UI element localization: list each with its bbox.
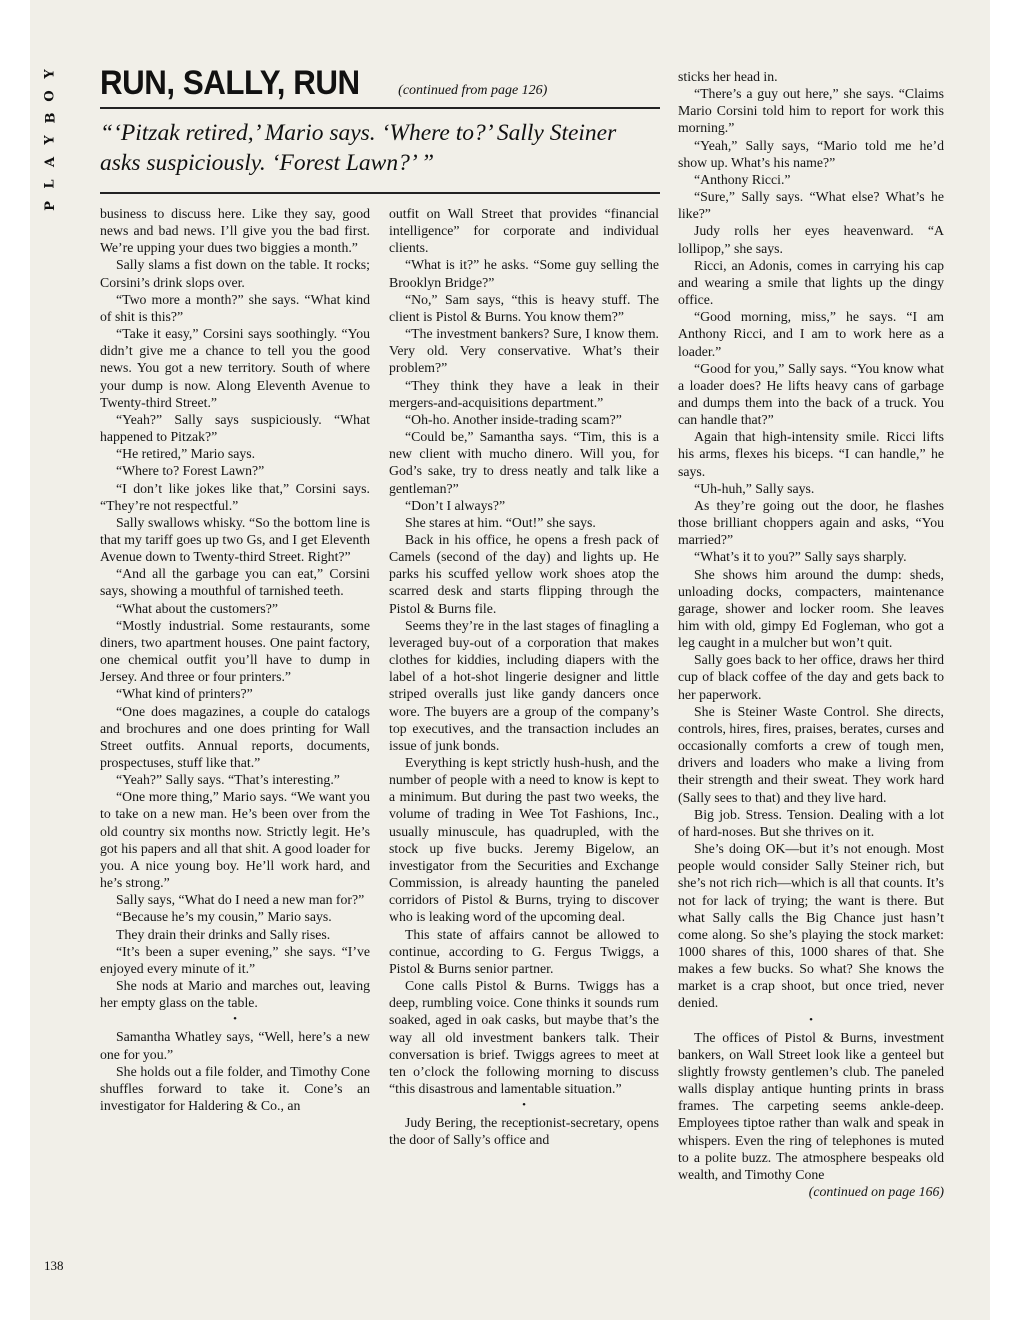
paragraph: “I don’t like jokes like that,” Corsini says. “They’re not respectful.”	[100, 480, 370, 513]
magazine-name-vertical	[42, 66, 62, 214]
paragraph: Big job. Stress. Tension. Dealing with a lot of hard-noses. But she thrives on it.	[678, 806, 944, 839]
paragraph: Again that high-intensity smile. Ricci lifts his arms, flexes his biceps. “I can handle,” he says.	[678, 429, 944, 479]
paragraph: Everything is kept strictly hush-hush, and the number of people with a need to know is kept to a minimum. But during the past two weeks, the volume of trading in Wee Tot Fashions, Inc., usually minuscule, has quadrupled, with the stock up five bucks. Jeremy Bigelow, an investigator from the Securities and Exchange Commission, is already haunting the paneled corridors of Pistol & Burns, trying to discover who is leaking word of the upcoming deal.	[389, 755, 659, 925]
paragraph: She is Steiner Waste Control. She directs, controls, hires, fires, praises, berates, curses and occasionally comforts a crew of tough men, drivers and loaders who make a living from their strength and their sweat. They work hard (Sally sees to that) and they live hard.	[678, 703, 944, 805]
paragraph: The offices of Pistol & Burns, investment bankers, on Wall Street look like a genteel but slightly frowsty gentlemen’s club. The paneled walls display antique hunting prints in brass frames. The carpeting seems ankle-deep. Employees tiptoe rather than walk and speak in whispers. Even the ring of telephones is muted to a polite buzz. The atmosphere bespeaks old wealth, and Timothy Cone	[678, 1029, 944, 1182]
paragraph: Seems they’re in the last stages of finagling a leveraged buy-out of a corporation that makes clothes for kiddies, including diapers with the label of a hot-shot lingerie designer and little striped overalls just like gandy dancers once wore. The buyers are a group of the company’s top executives, and the transaction includes an issue of junk bonds.	[389, 617, 659, 753]
paragraph: “One does magazines, a couple do catalogs and brochures and one does printing for Wall Street outfits. Annual reports, documents, prospectuses, stuff like that.”	[100, 703, 370, 770]
paragraph: Judy rolls her eyes heavenward. “A lollipop,” she says.	[678, 223, 944, 256]
article-header	[100, 64, 660, 109]
paragraph: “One more thing,” Mario says. “We want you to take on a new man. He’s been over from the old country six months now. Strictly legit. He’s got his papers and all that shit. A good loader for you. A nice young boy. He’ll work hard, and he’s strong.”	[100, 789, 370, 891]
paragraph: Sally slams a fist down on the table. It rocks; Corsini’s drink slops over.	[100, 257, 370, 290]
sidebar-letter: O	[42, 90, 58, 102]
paragraph: “What is it?” he asks. “Some guy selling the Brooklyn Bridge?”	[389, 257, 659, 290]
paragraph: Ricci, an Adonis, comes in carrying his cap and wearing a smile that lights up the dingy office.	[678, 257, 944, 308]
paragraph: “Yeah?” Sally says suspiciously. “What happened to Pitzak?”	[100, 411, 370, 445]
paragraph: “Yeah,” Sally says, “Mario told me he’d show up. What’s his name?”	[678, 137, 944, 170]
paragraph: She shows him around the dump: sheds, unloading docks, compacters, maintenance garage, shower and locker room. She leaves him with old, gimpy Ed Fogleman, who got a leg caught in a mulcher but won’t quit.	[678, 566, 944, 651]
paragraph: Cone calls Pistol & Burns. Twiggs has a deep, rumbling voice. Cone thinks it sounds rum soaked, aged in oak casks, but maybe that’s the way all old investment bankers talk. Their conversation is brief. Twiggs agrees to meet at ten o’clock the following morning to discuss “this disastrous and lamentable situation.”	[389, 978, 659, 1096]
paragraph: She stares at him. “Out!” she says.	[405, 514, 596, 530]
continued-on-note: (continued on page 166)	[808, 1184, 944, 1199]
paragraph: “No,” Sam says, “this is heavy stuff. The client is Pistol & Burns. You know them?”	[389, 291, 659, 324]
paragraph: Back in his office, he opens a fresh pack of Camels (second of the day) and lights up. He parks his scuffed yellow work shoes atop the scarred desk and starts flipping through the Pistol & Burns file.	[389, 531, 659, 616]
paragraph: “Two more a month?” she says. “What kind of shit is this?”	[100, 291, 370, 324]
paragraph: “They think they have a leak in their mergers-and-acquisitions department.”	[389, 377, 659, 410]
paragraph: Sally says, “What do I need a new man for?”	[116, 892, 365, 908]
paragraph: sticks her head in.	[678, 69, 778, 84]
pull-quote: “‘Pitzak retired,’ Mario says. ‘Where to?’ Sally Steiner asks suspiciously. ‘Forest Lawn?’ ”	[100, 120, 617, 176]
sidebar-letter: P	[43, 201, 58, 211]
paragraph: “Good morning, miss,” he says. “I am Anthony Ricci, and I am to work here as a loader.”	[678, 309, 944, 359]
paragraph: “Good for you,” Sally says. “You know what a loader does? He lifts heavy cans of garbage and dumps them into the back of a truck. You can handle that?”	[678, 360, 944, 428]
paragraph: “Could be,” Samantha says. “Tim, this is a new client with mucho dinero. Will you, for God’s sake, try to dress neatly and talk like a gentleman?”	[389, 429, 659, 496]
paragraph: “The investment bankers? Sure, I know them. Very old. Very conservative. What’s their problem?”	[389, 326, 659, 376]
paragraph: Samantha Whatley says, “Well, here’s a new one for you.”	[100, 1029, 370, 1062]
paragraph: “Yeah?” Sally says. “That’s interesting.”	[116, 772, 340, 788]
paragraph: “Don’t I always?”	[405, 497, 506, 513]
sidebar-letter: L	[42, 179, 58, 189]
paragraph: “There’s a guy out here,” she says. “Claims Mario Corsini told him to report for work this morning.”	[678, 86, 944, 136]
paragraph: “Sure,” Sally says. “What else? What’s he like?”	[678, 189, 944, 222]
paragraph: She holds out a file folder, and Timothy Cone shuffles forward to take it. Cone’s an investigator for Haldering & Co., an	[100, 1063, 370, 1113]
paragraph: “Because he’s my cousin,” Mario says.	[116, 909, 332, 925]
paragraph: “He retired,” Mario says.	[116, 446, 256, 462]
paragraph: outfit on Wall Street that provides “financial intelligence” for corporate and individual clients.	[389, 206, 659, 256]
paragraph: Sally swallows whisky. “So the bottom line is that my tariff goes up two Gs, and I get Eleventh Avenue down to Twenty-third Street. Right?”	[100, 514, 370, 565]
text-column-1	[100, 205, 370, 1114]
paragraph: As they’re going out the door, he flashes those brilliant choppers again and asks, “You married?”	[678, 497, 944, 548]
paragraph: This state of affairs cannot be allowed to continue, according to G. Fergus Twiggs, a Pistol & Burns senior partner.	[389, 926, 659, 976]
paragraph: “What about the customers?”	[116, 600, 279, 616]
paragraph: She’s doing OK—but it’s not enough. Most people would consider Sally Steiner rich, but she’s not rich rich—which is all that counts. It’s not for lack of trying; the want is there. But what Sally calls the Big Chance just hasn’t come along. So she’s playing the stock market: 1000 shares of this, 1000 shares of that. She makes a few bucks. So what? She knows the market is a crap shoot, but once tried, never denied.	[678, 841, 944, 1011]
text-column-2	[389, 205, 659, 1148]
section-break-bullet: •	[522, 1099, 526, 1112]
paragraph: “It’s been a super evening,” she says. “I’ve enjoyed every minute of it.”	[100, 943, 370, 976]
paragraph: She nods at Mario and marches out, leaving her empty glass on the table.	[100, 978, 370, 1011]
paragraph: Sally goes back to her office, draws her third cup of black coffee of the day and gets back to her paperwork.	[678, 652, 944, 702]
continued-from-note: (continued from page 126)	[398, 83, 548, 98]
paragraph: “And all the garbage you can eat,” Corsini says, showing a mouthful of tarnished teeth.	[100, 566, 370, 599]
pullquote-rule	[100, 192, 660, 194]
paragraph: “Anthony Ricci.”	[694, 171, 791, 187]
paragraph: “Uh-huh,” Sally says.	[694, 480, 815, 496]
paragraph: “Mostly industrial. Some restaurants, some diners, two apartment houses. One paint factory, one chemical outfit you’ll have to dump in Jersey. And three or four printers.”	[100, 617, 370, 685]
header-rule	[100, 107, 660, 109]
section-break-bullet: •	[233, 1013, 237, 1026]
paragraph: “What kind of printers?”	[116, 686, 253, 702]
sidebar-letter: B	[43, 112, 58, 124]
text-column-3	[678, 68, 944, 1200]
paragraph: “Oh-ho. Another inside-trading scam?”	[405, 411, 622, 427]
paragraph: “Take it easy,” Corsini says soothingly. “You didn’t give me a chance to tell you the good news. You got a new territory. South of where your dump is now. Along Eleventh Avenue to Twenty-third Street.”	[100, 326, 370, 410]
sidebar-letter: Y	[43, 69, 58, 79]
paragraph: “Where to? Forest Lawn?”	[116, 463, 265, 479]
sidebar-letter: A	[43, 156, 58, 168]
sidebar-letter: Y	[43, 135, 58, 145]
section-break-bullet: •	[809, 1013, 813, 1026]
page-number: 138	[44, 1258, 64, 1273]
paragraph: They drain their drinks and Sally rises.	[116, 926, 331, 942]
paragraph: business to discuss here. Like they say, good news and bad news. I’ll give you the bad first. We’re upping your dues two biggies a month.”	[100, 206, 370, 256]
magazine-page	[30, 0, 990, 1320]
article-title: RUN, SALLY, RUN	[100, 64, 360, 102]
paragraph: “What’s it to you?” Sally says sharply.	[694, 549, 907, 565]
paragraph: Judy Bering, the receptionist-secretary, opens the door of Sally’s office and	[389, 1115, 659, 1148]
